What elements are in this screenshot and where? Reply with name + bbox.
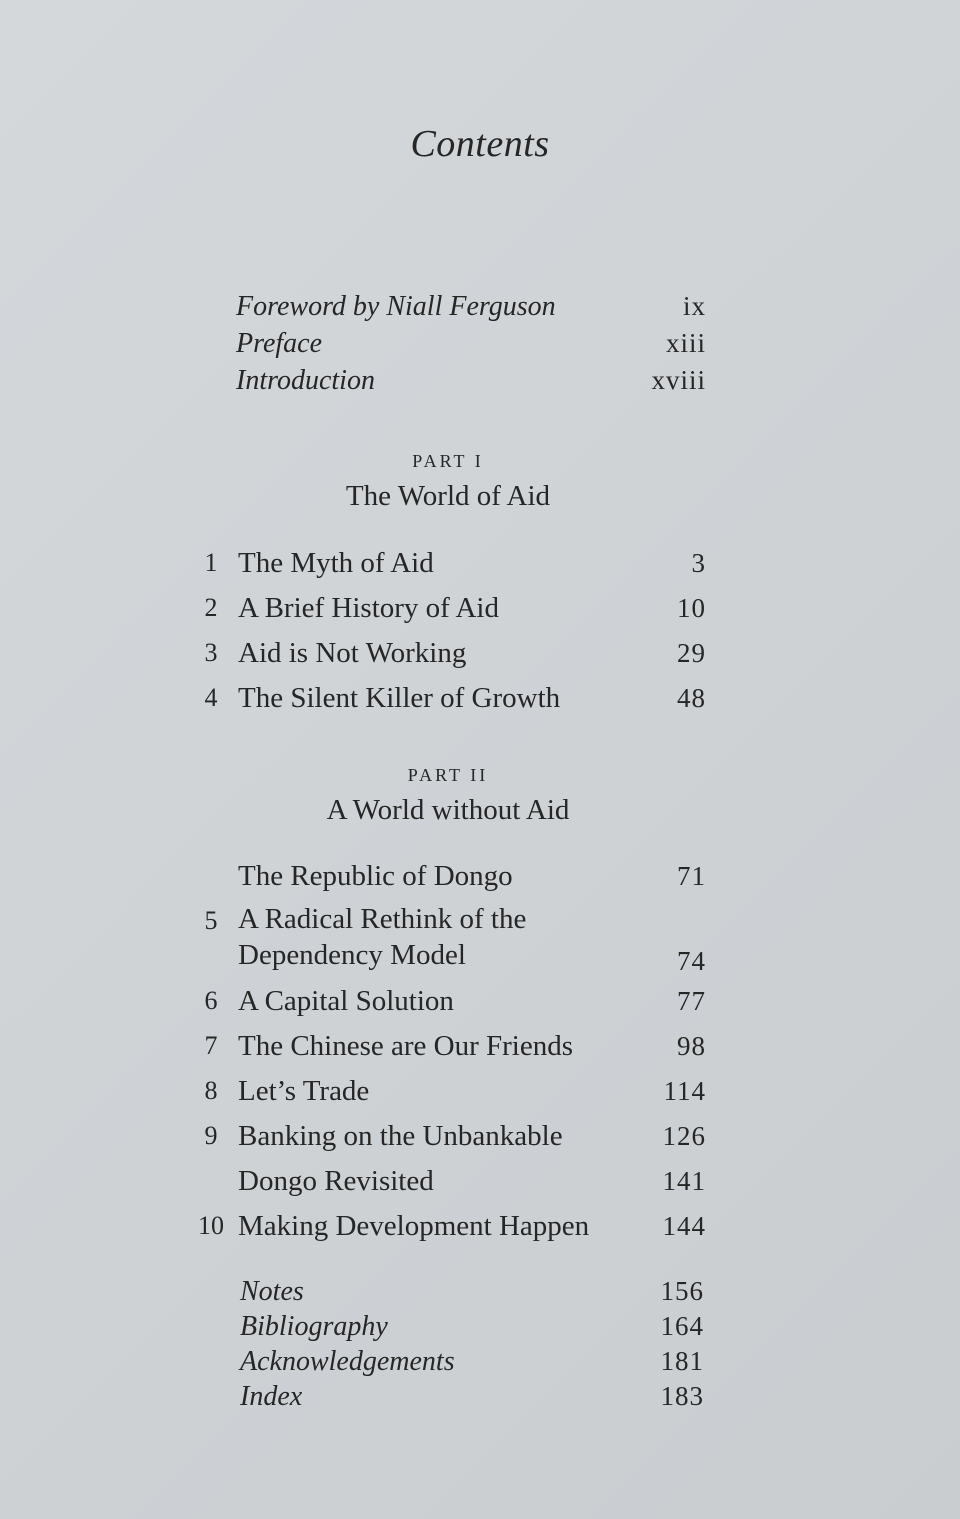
- chapter-title: Aid is Not Working: [238, 637, 467, 669]
- back-matter-list: [240, 1274, 704, 1414]
- part-label: PART II: [407, 765, 489, 785]
- chapter-title: Dongo Revisited: [238, 1165, 434, 1197]
- page-number: 10: [677, 593, 706, 623]
- entry-title: Acknowledgements: [240, 1346, 455, 1377]
- page-number: 29: [677, 638, 706, 668]
- page-number: 141: [662, 1166, 706, 1196]
- chapter-number: 4: [204, 683, 218, 712]
- page-number: 48: [677, 683, 706, 713]
- page-number: 74: [677, 946, 706, 976]
- entry-title: Index: [240, 1381, 303, 1412]
- back-matter-item: [240, 1309, 704, 1344]
- chapter-entry: [196, 633, 706, 678]
- chapter-title: Making Development Happen: [238, 1210, 590, 1242]
- page-number: 164: [660, 1311, 704, 1341]
- page-number: 3: [691, 548, 706, 578]
- page-number: 71: [677, 861, 706, 891]
- chapter-number: 7: [204, 1031, 218, 1060]
- chapter-title: The Chinese are Our Friends: [238, 1030, 574, 1062]
- part-title: A World without Aid: [326, 794, 570, 826]
- front-matter-item: [236, 288, 706, 325]
- chapter-number: 3: [204, 638, 218, 667]
- chapter-list: [196, 856, 706, 1251]
- front-matter-list: [236, 288, 706, 399]
- chapter-title: A Capital Solution: [238, 985, 454, 1017]
- chapter-title: Banking on the Unbankable: [238, 1120, 563, 1152]
- chapter-title: A Brief History of Aid: [238, 592, 499, 624]
- chapter-title: The Myth of Aid: [238, 547, 434, 579]
- page-number: ix: [682, 291, 706, 321]
- chapter-number: 5: [204, 906, 218, 935]
- back-matter-item: [240, 1274, 704, 1309]
- chapter-entry: [196, 1206, 706, 1251]
- page-number: 98: [677, 1031, 706, 1061]
- chapter-number: 8: [204, 1076, 218, 1105]
- chapter-entry: [196, 901, 706, 981]
- chapter-entry: [196, 678, 706, 723]
- chapter-title: The Silent Killer of Growth: [238, 682, 561, 714]
- chapter-entry: [196, 1071, 706, 1116]
- page-number: 181: [660, 1346, 704, 1376]
- entry-title: Foreword by Niall Ferguson: [236, 291, 556, 322]
- chapter-number: 1: [204, 548, 218, 577]
- entry-title: Bibliography: [240, 1311, 388, 1342]
- chapter-entry: [196, 588, 706, 633]
- entry-title: Notes: [240, 1276, 304, 1307]
- page-number: xviii: [651, 365, 706, 395]
- page-number: xiii: [665, 328, 706, 358]
- chapter-entry: [196, 543, 706, 588]
- page-number: 126: [662, 1121, 706, 1151]
- chapter-number: 9: [204, 1121, 218, 1150]
- back-matter-item: [240, 1379, 704, 1414]
- page-title: Contents: [410, 123, 550, 165]
- chapter-number: 2: [204, 593, 218, 622]
- chapter-list: [196, 543, 706, 723]
- chapter-title-continued: Dependency Model: [238, 939, 466, 971]
- chapter-entry: [196, 1161, 706, 1206]
- page-number: 114: [663, 1076, 706, 1106]
- entry-title: Introduction: [236, 365, 375, 396]
- chapter-number: 10: [198, 1211, 224, 1240]
- back-matter-item: [240, 1344, 704, 1379]
- entry-title: Preface: [236, 328, 323, 359]
- page-number: 156: [660, 1276, 704, 1306]
- chapter-title: A Radical Rethink of the: [238, 903, 527, 935]
- part-label: PART I: [412, 451, 484, 471]
- chapter-entry: [196, 1116, 706, 1161]
- chapter-entry: [196, 856, 706, 901]
- page-number: 183: [660, 1381, 704, 1411]
- chapter-title: Let’s Trade: [238, 1075, 370, 1107]
- front-matter-item: [236, 362, 706, 399]
- chapter-number: 6: [204, 986, 218, 1015]
- chapter-entry: [196, 981, 706, 1026]
- chapter-title: The Republic of Dongo: [238, 860, 513, 892]
- page-number: 144: [662, 1211, 706, 1241]
- chapter-entry: [196, 1026, 706, 1071]
- page-number: 77: [677, 986, 706, 1016]
- front-matter-item: [236, 325, 706, 362]
- part-title: The World of Aid: [345, 480, 551, 512]
